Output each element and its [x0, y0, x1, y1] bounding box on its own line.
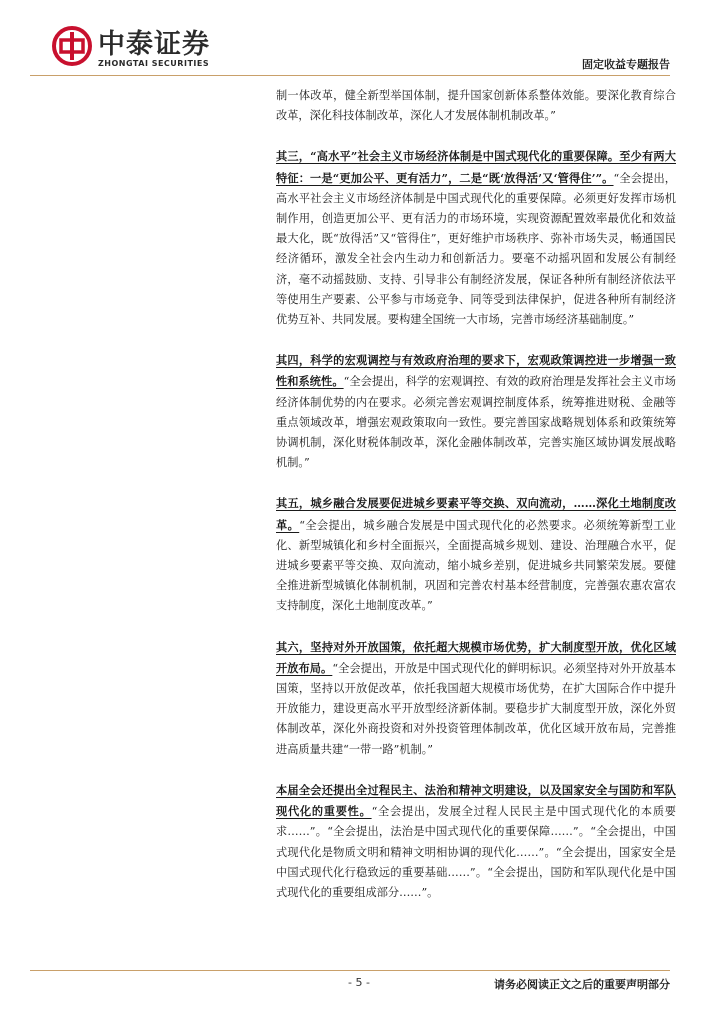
- paragraph: [276, 350, 676, 473]
- disclaimer-notice: 请务必阅读正文之后的重要声明部分: [494, 978, 670, 991]
- paragraph: [276, 493, 676, 616]
- paragraph-lead: 本届全会还提出全过程民主、法治和精神文明建设，以及国家安全与国防和军队现代化的重要性。: [276, 782, 676, 819]
- paragraph-text: 制一体改革，健全新型举国体制，提升国家创新体系整体效能。要深化教育综合改革，深化科技体制改革，深化人才发展体制机制改革。”: [276, 89, 676, 123]
- paragraph-lead: 其三，“高水平”社会主义市场经济体制是中国式现代化的重要保障。至少有两大特征：一是“更加公平、更有活力”，二是“既‘放得活’又‘管得住’”。: [276, 149, 676, 185]
- report-type: 固定收益专题报告: [582, 58, 670, 71]
- brand-name: [98, 30, 210, 68]
- paragraph: [276, 637, 676, 760]
- paragraph-lead: 其五，城乡融合发展要促进城乡要素平等交换、双向流动，……深化土地制度改革。: [276, 496, 676, 532]
- page-header: [0, 0, 724, 80]
- header-divider: [30, 75, 670, 76]
- paragraph-text: “全会提出，高水平社会主义市场经济体制是中国式现代化的重要保障。必须更好发挥市场机制作用，创造更加公平、更有活力的市场环境，实现资源配置效率最优化和效益最大化，既“放得活”又“管得住”，更好维护市场秩序、弥补市场失灵，畅通国民经济循环，激发全社会内生动力和创新活力。要毫不动摇巩固和发展公有制经济，毫不动摇鼓励、支持、引导非公有制经济发展，保证各种所有制经济依法平等使用生产要素、公平参与市场竞争、同等受到法律保护，促进各种所有制经济优势互补、共同发展。要构建全国统一大市场，完善市场经济基础制度。”: [276, 171, 676, 327]
- page-number: - 5 -: [348, 976, 370, 989]
- body-text: [276, 86, 676, 923]
- paragraph: [276, 780, 676, 903]
- paragraph-lead: 其四，科学的宏观调控与有效政府治理的要求下，宏观政策调控进一步增强一致性和系统性。: [276, 353, 676, 389]
- zhongtai-logo-icon: [52, 26, 92, 70]
- paragraph: [276, 146, 676, 330]
- brand-name-en: ZHONGTAI SECURITIES: [98, 59, 210, 68]
- paragraph-text: “全会提出，开放是中国式现代化的鲜明标识。必须坚持对外开放基本国策，坚持以开放促改革，依托我国超大规模市场优势，在扩大国际合作中提升开放能力，建设更高水平开放型经济新体制。要稳步扩大制度型开放，深化外贸体制改革，深化外商投资和对外投资管理体制改革，优化区域开放布局，完善推进高质量共建“一带一路”机制。”: [276, 661, 676, 756]
- paragraph-text: “全会提出，城乡融合发展是中国式现代化的必然要求。必须统筹新型工业化、新型城镇化和乡村全面振兴，全面提高城乡规划、建设、治理融合水平，促进城乡要素平等交换、双向流动，缩小城乡差别，促进城乡共同繁荣发展。要健全推进新型城镇化体制机制，巩固和完善农村基本经营制度，完善强农惠农富农支持制度，深化土地制度改革。”: [276, 518, 676, 613]
- paragraph-text: “全会提出，发展全过程人民民主是中国式现代化的本质要求……”。“全会提出，法治是中国式现代化的重要保障……”。“全会提出，中国式现代化是物质文明和精神文明相协调的现代化……”。“全会提出，国家安全是中国式现代化行稳致远的重要基础……”。“全会提出，国防和军队现代化是中国式现代化的重要组成部分……”。: [276, 805, 676, 899]
- paragraph: [276, 86, 676, 126]
- paragraph-lead: 其六，坚持对外开放国策，依托超大规模市场优势，扩大制度型开放，优化区域开放布局。: [276, 639, 676, 675]
- footer-divider: [30, 970, 670, 971]
- paragraph-text: “全会提出，科学的宏观调控、有效的政府治理是发挥社会主义市场经济体制优势的内在要求。必须完善宏观调控制度体系，统筹推进财税、金融等重点领域改革，增强宏观政策取向一致性。要完善国家战略规划体系和政策统筹协调机制，深化财税体制改革，深化金融体制改革，完善实施区域协调发展战略机制。”: [276, 375, 676, 470]
- brand-name-cn: 中泰证券: [98, 29, 210, 60]
